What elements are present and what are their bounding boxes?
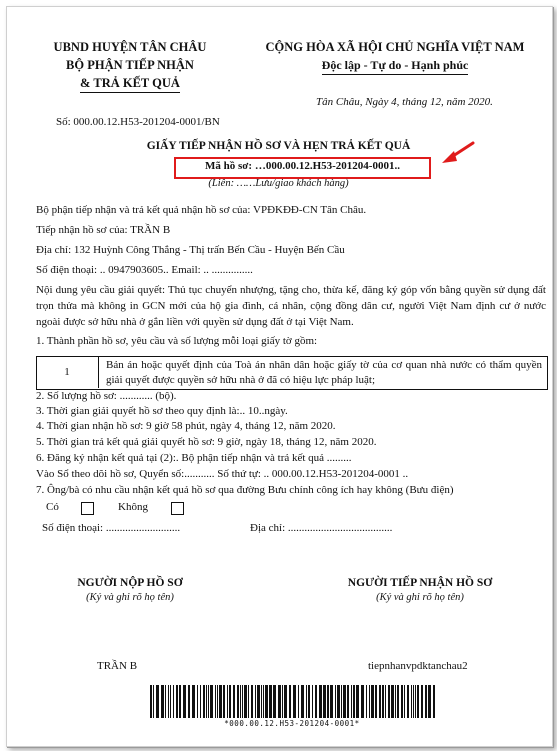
barcode-bar [306,685,307,718]
barcode-bar [215,685,216,718]
barcode-bar [382,685,384,718]
barcode-bar [335,685,336,718]
phone-email-line: Số điện thoại: .. 0947903605.. Email: .. ............... [36,264,253,276]
barcode-bar [188,685,190,718]
barcode-bar [257,685,260,718]
barcode-bar [229,685,231,718]
barcode-bar [413,685,414,718]
table-row-number: 1 [36,356,99,388]
barcode-bar [242,685,243,718]
barcode-bar [248,685,249,718]
barcode-bar [298,685,299,718]
issue-date: Tân Châu, Ngày 4, tháng 12, năm 2020. [316,96,493,108]
barcode-bar [273,685,276,718]
item-3: 3. Thời gian giải quyết hồ sơ theo quy định là:.. 10..ngày. [36,405,288,417]
barcode-bar [371,685,374,718]
barcode-bar [210,685,213,718]
barcode-bar [192,685,195,718]
barcode-bar [265,685,268,718]
barcode-bar [341,685,342,718]
barcode-bar [150,685,152,718]
barcode-bar [366,685,367,718]
item-7: 7. Ông/bà có nhu cầu nhận kết quả hồ sơ qua đường Bưu chính công ích hay không (Bưu điện) [36,484,454,496]
receiver-subtitle: (Ký và ghi rõ họ tên) [376,592,464,603]
submitter-signature-block [40,577,220,603]
barcode-bar [203,685,205,718]
receiver-title: NGƯỜI TIẾP NHẬN HỒ SƠ [347,577,493,589]
barcode-bar [161,685,164,718]
barcode-bar [385,685,386,718]
barcode-bar [388,685,390,718]
barcode-bar [165,685,166,718]
barcode-bar [353,685,355,718]
barcode-bar [411,685,412,718]
barcode-bar [282,685,283,718]
address-line: Địa chỉ: 132 Huỳnh Công Thắng - Thị trấn Bến Cầu - Huyện Bến Cầu [36,244,345,256]
barcode-bar [183,685,186,718]
barcode-bar [404,685,405,718]
agency-line-1: UBND HUYỆN TÂN CHÂU [53,40,207,54]
barcode-bar [312,685,313,718]
barcode-bar [375,685,377,718]
barcode-bar [263,685,264,718]
barcode-bar [200,685,201,718]
no-option-label: Không [118,501,148,513]
barcode-bar [208,685,209,718]
barcode-bar [343,685,346,718]
barcode-bar [415,685,416,718]
barcode-bar [251,685,253,718]
barcode-bar [168,685,169,718]
barcode-bar [379,685,381,718]
barcode-bar [433,685,435,718]
barcode-bar [425,685,427,718]
barcode-bar [401,685,403,718]
submitter-title: NGƯỜI NỘP HỒ SƠ [77,577,183,589]
barcode-bar [289,685,291,718]
dossier-code: Mã hồ sơ: …000.00.12.H53-201204-0001.. [205,160,400,172]
red-arrow-icon [440,140,476,166]
receiver-signature-block [320,577,520,603]
yes-checkbox[interactable] [81,502,94,515]
document-title: GIẤY TIẾP NHẬN HỒ SƠ VÀ HẸN TRẢ KẾT QUẢ [146,140,411,152]
barcode-bar [351,685,352,718]
barcode-bar [369,685,370,718]
barcode-bar [356,685,359,718]
barcode-text: *000.00.12.H53-201204-0001* [224,719,360,728]
barcode-bar [308,685,310,718]
barcode-bar [240,685,241,718]
document-number: Số: 000.00.12.H53-201204-0001/BN [56,116,220,128]
barcode-bar [421,685,423,718]
item-2: 2. Số lượng hồ sơ: ............ (bộ). [36,390,177,402]
copy-note: (Liên: ……Lưu/giao khách hàng) [208,178,349,189]
agency-line-3: & TRẢ KẾT QUẢ [80,74,180,93]
phone-field: Số điện thoại: ........................... [42,522,181,534]
barcode-bar [319,685,322,718]
submitter-name: TRẦN B [97,660,138,672]
submitter-subtitle: (Ký và ghi rõ họ tên) [86,592,174,603]
barcode-bar [255,685,256,718]
barcode-bar [197,685,198,718]
barcode-bar [261,685,262,718]
barcode-bar [330,685,333,718]
barcode-bar [391,685,394,718]
barcode-icon [148,685,436,722]
national-header [250,38,540,75]
barcode-bar [301,685,304,718]
barcode-bar [278,685,281,718]
no-checkbox[interactable] [171,502,184,515]
barcode-bar [428,685,431,718]
yes-option-label: Có [46,501,59,513]
barcode-bar [337,685,340,718]
national-motto: Độc lập - Tự do - Hạnh phúc [322,56,469,75]
barcode-bar [233,685,235,718]
barcode-bar [347,685,349,718]
request-content: Nội dung yêu cầu giải quyết: Thủ tục chuyển nhượng, tặng cho, thừa kế, đăng ký góp vốn bằng quyền sử dụng đất trọn thửa mà không in GCN mới của hộ gia đình, cá nhân, cộng đồng dân cư, người Việt Nam định cư ở nước ngoài được sở hữu nhà ở gắn liền với quyền sử dụng đất ở tại Việt Nam. [36,284,546,328]
barcode-bar [417,685,419,718]
barcode-bar [173,685,174,718]
barcode-bar [170,685,171,718]
receiver-name: tiepnhanvpdktanchau2 [368,660,468,672]
address-field: Địa chỉ: ...................................... [250,522,393,534]
item-4: 4. Thời gian nhận hồ sơ: 9 giờ 58 phút, ngày 4, tháng 12, năm 2020. [36,420,336,432]
barcode-bar [361,685,364,718]
barcode-bar [223,685,225,718]
barcode-bar [227,685,228,718]
barcode-bar [153,685,154,718]
barcode-bar [407,685,409,718]
barcode-bar [269,685,272,718]
barcode-bar [327,685,329,718]
barcode-bar [315,685,317,718]
item-5: 5. Thời gian trả kết quả giải quyết hồ sơ: 9 giờ, ngày 18, tháng 12, năm 2020. [36,436,377,448]
agency-line-2: BỘ PHẬN TIẾP NHẬN [66,58,194,72]
agency-header [40,38,220,93]
barcode-bar [206,685,207,718]
barcode-bar [395,685,396,718]
barcode-bar [217,685,218,718]
table-row-text: Bản án hoặc quyết định của Toà án nhân dân hoặc giấy tờ của cơ quan nhà nước có thẩm quyền giải quyết được quyền sở hữu nhà ở đã có hiệu lực pháp luật; [106,359,542,386]
item-6: 6. Đăng ký nhận kết quả tại (2):. Bộ phận tiếp nhận và trả kết quả ......... [36,452,352,464]
barcode-bar [323,685,326,718]
nation-title: CỘNG HÒA XÃ HỘI CHỦ NGHĨA VIỆT NAM [265,40,525,54]
barcode-bar [219,685,222,718]
register-line: Vào Sổ theo dõi hồ sơ, Quyển số:........... Số thứ tự: .. 000.00.12.H53-201204-0001 .. [36,468,409,480]
receiver-line: Tiếp nhận hồ sơ của: TRẦN B [36,224,171,236]
component-heading: 1. Thành phần hồ sơ, yêu cầu và số lượng mỗi loại giấy tờ gồm: [36,335,318,347]
barcode-bar [176,685,178,718]
barcode-bar [179,685,181,718]
barcode-bar [237,685,239,718]
barcode-bar [156,685,159,718]
barcode-bar [293,685,296,718]
received-by-line: Bộ phận tiếp nhận và trả kết quả nhận hồ sơ của: VPĐKĐĐ-CN Tân Châu. [36,204,367,216]
barcode-bar [284,685,287,718]
barcode-bar [397,685,399,718]
barcode-bar [244,685,247,718]
